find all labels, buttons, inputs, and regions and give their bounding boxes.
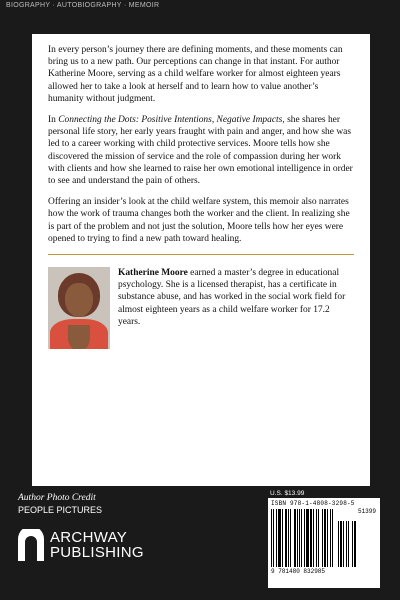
back-cover-panel xyxy=(32,34,370,486)
barcode-addon-bars xyxy=(338,521,357,567)
price-label: U.S. $13.99 xyxy=(270,490,305,497)
photo-credit xyxy=(18,492,102,516)
author-section xyxy=(48,267,354,349)
author-name: Katherine Moore xyxy=(118,268,188,279)
photo-credit-name: PEOPLE PICTURES xyxy=(18,505,103,515)
genre-label: BIOGRAPHY · AUTOBIOGRAPHY · MEMOIR xyxy=(6,2,160,9)
book-description xyxy=(48,44,354,245)
publisher-name-line1: ARCHWAY xyxy=(50,529,128,546)
author-bio-text: earned a master’s degree in educational psychology. She is a licensed therapist, has a certificate in substance abuse, and has worked in the social work field for almost eighteen years as a child welfare worker for 17.2 years. xyxy=(118,268,346,327)
isbn-barcode xyxy=(268,498,380,588)
book-title-inline: Connecting the Dots: Positive Intentions, Negative Impacts, xyxy=(58,115,285,126)
author-bio xyxy=(118,267,354,328)
divider-rule xyxy=(48,254,354,255)
barcode-number: 9 781480 832985 xyxy=(271,568,326,575)
photo-credit-label: Author Photo Credit xyxy=(18,493,96,503)
isbn-text: ISBN 978-1-4808-3298-5 xyxy=(271,500,355,507)
blurb-p2-prefix: In xyxy=(48,115,59,126)
author-photo xyxy=(48,267,110,349)
blurb-paragraph-2 xyxy=(48,114,354,187)
blurb-p2-rest: she shares her personal life story, her early years fraught with pain and anger, and how she was led to a career working with child protective services. Moore tells how she discovered the mission of service and the role of compassion during her work with clients and how she learned to raise her own emotional intelligence in order to see and understand the pain of others. xyxy=(48,115,353,187)
barcode-bars xyxy=(271,509,334,567)
barcode-addon-number: 51399 xyxy=(357,508,376,515)
publisher-name-line2: PUBLISHING xyxy=(50,544,144,561)
archway-arch-icon xyxy=(18,529,44,561)
blurb-paragraph-3: Offering an insider’s look at the child welfare system, this memoir also narrates how the work of trauma changes both the worker and the client. In realizing she is part of the problem and not just the solution, Moore tells how her eyes were opened to trying to find a new path toward healing. xyxy=(48,197,350,244)
blurb-paragraph-1: In every person’s journey there are defining moments, and these moments can bring us to a new path. Our perceptions can change in that instant. For author Katherine Moore, serving as a child welfare worker for almost eighteen years allowed her to take a look at herself and to learn how to value another’s humanity without judgment. xyxy=(48,45,343,104)
publisher-logo xyxy=(18,526,144,564)
